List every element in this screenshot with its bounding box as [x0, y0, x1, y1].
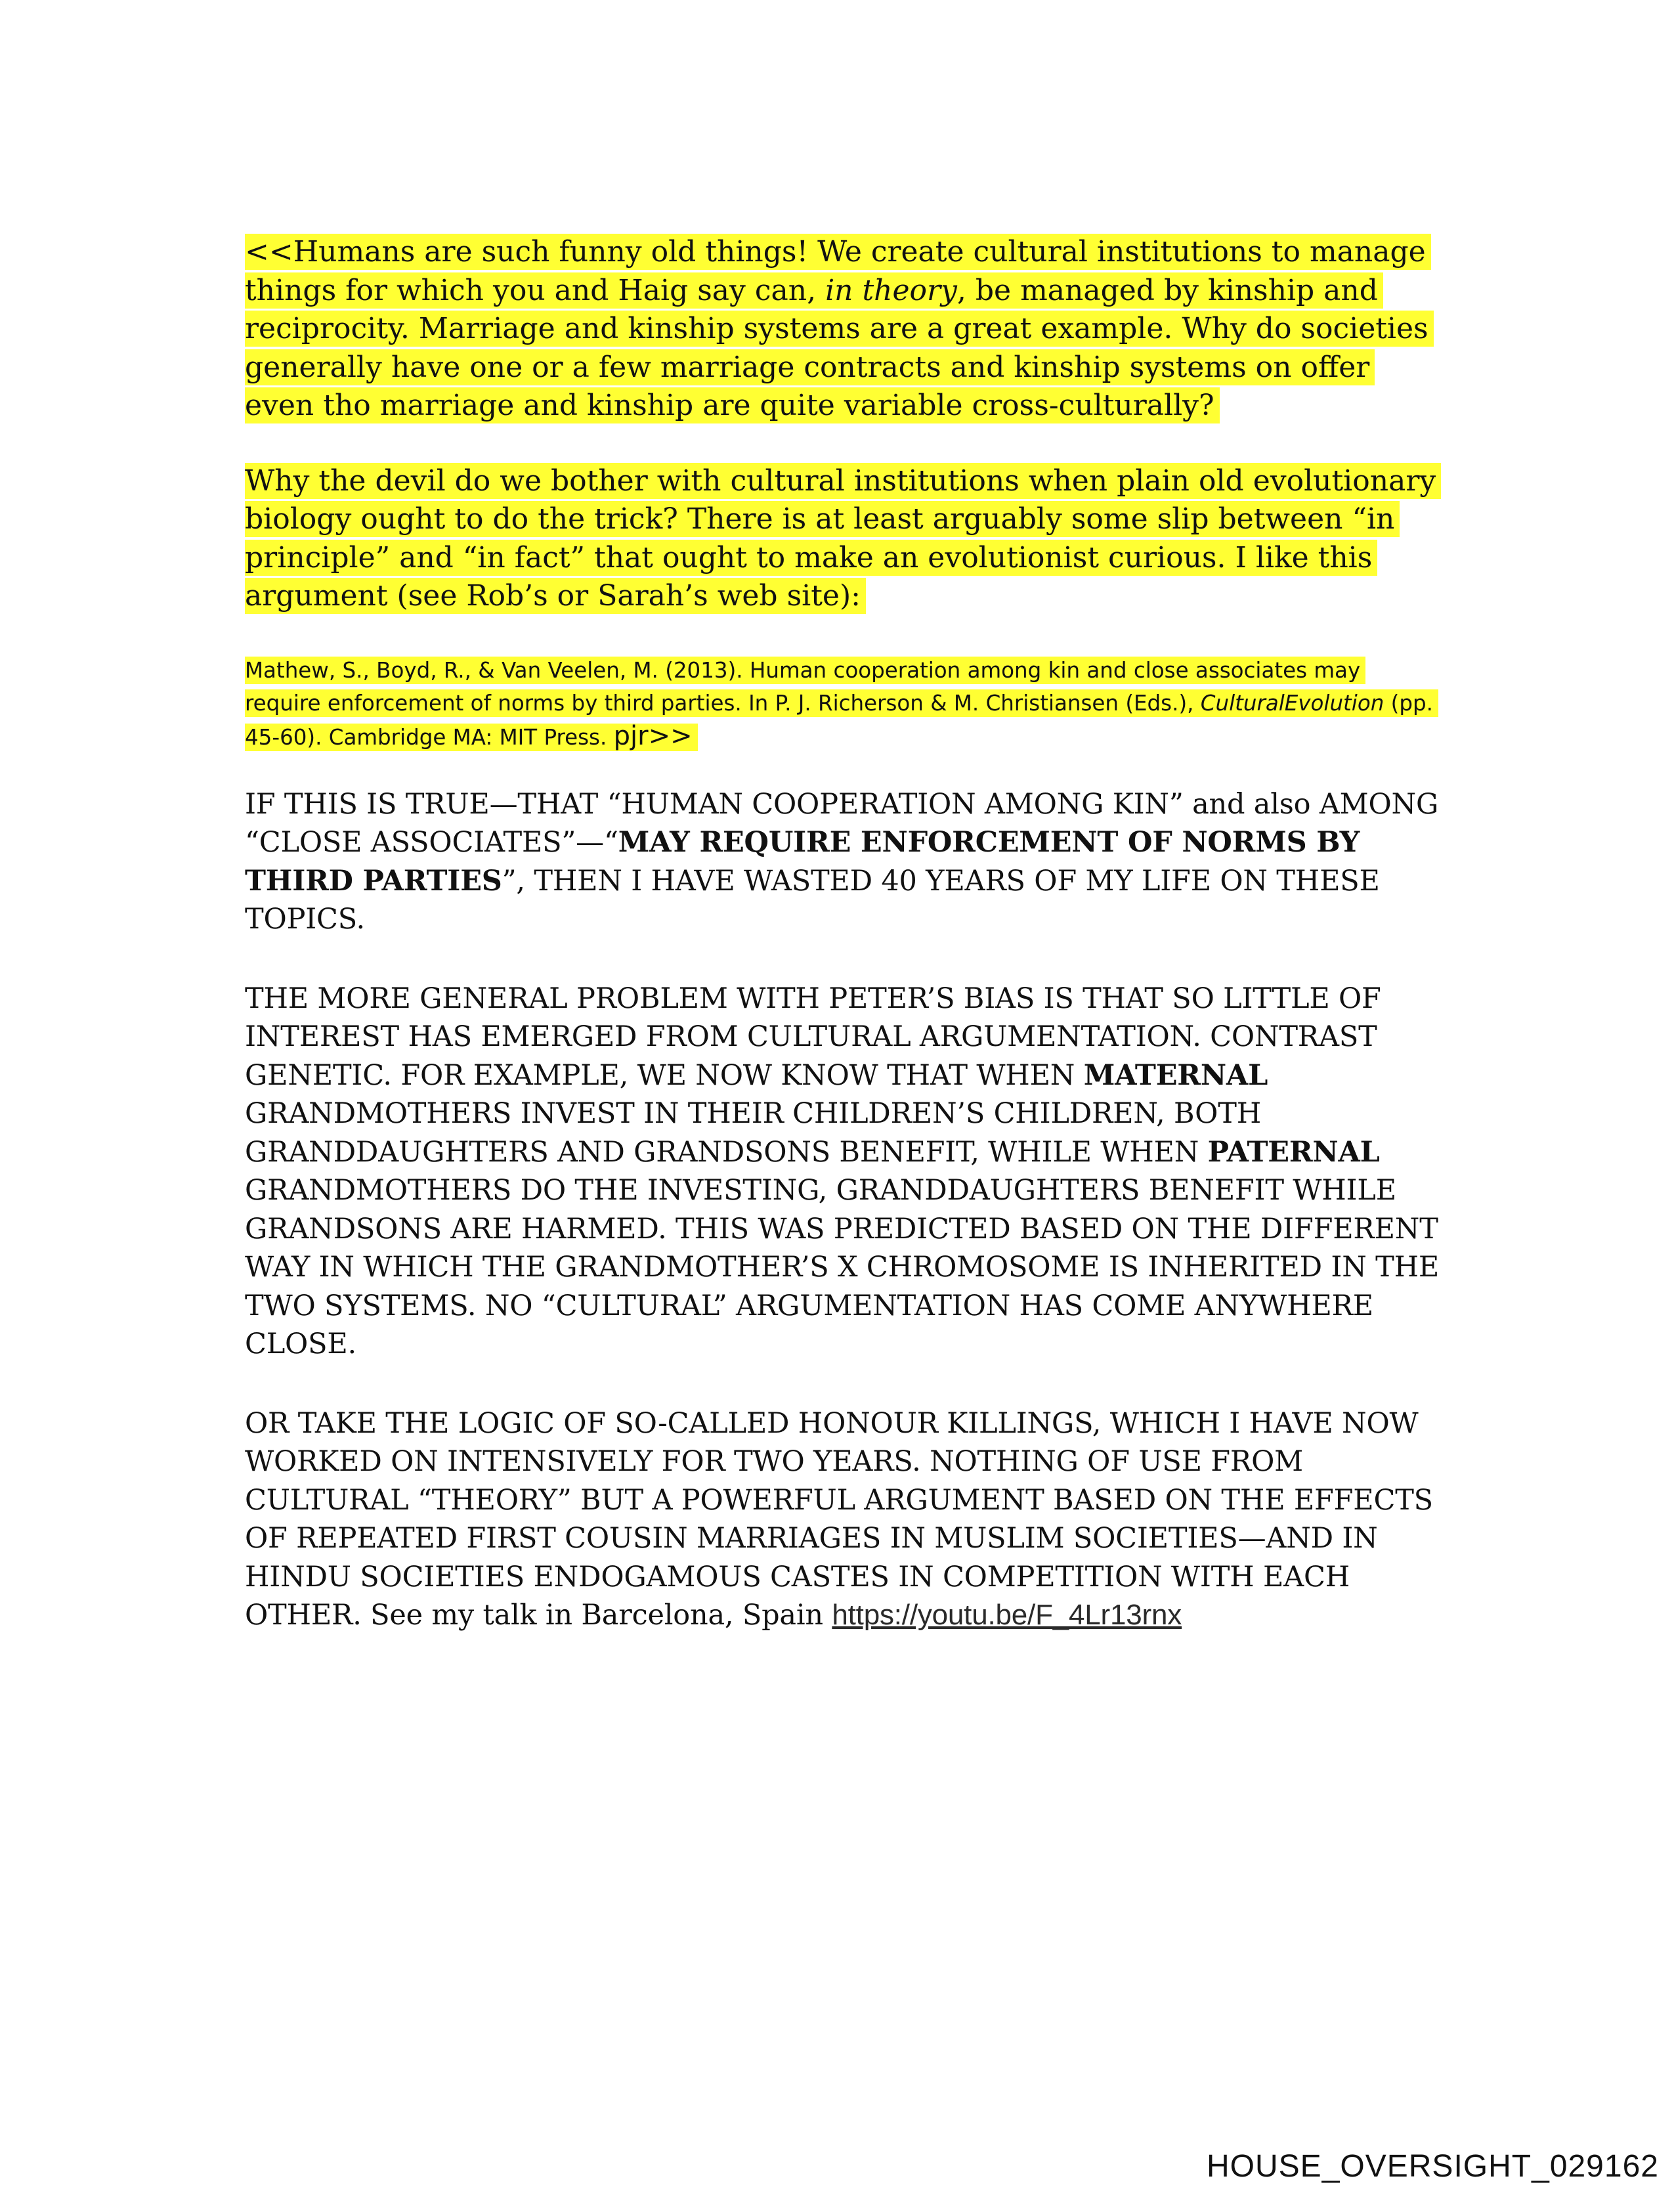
response-2-text-e: GRANDMOTHERS DO THE INVESTING, GRANDDAUGHTERS BENEFIT WHILE GRANDSONS ARE HARMED. THIS WAS PREDICTED BASED ON THE DIFFERENT WAY IN WHICH THE GRANDMOTHER’S X CHROMOSOME IS INHERITED IN THE TWO SYSTEMS. NO “CULTURAL” ARGUMENTATION HAS COME ANYWHERE CLOSE.: [245, 1174, 1440, 1360]
comment-italic-in-theory: in theory: [825, 273, 957, 307]
reference-citation: [245, 654, 1440, 754]
response-2-text-c: GRANDMOTHERS INVEST IN THEIR CHILDREN’S CHILDREN, BOTH GRANDDAUGHTERS AND GRANDSONS BENEFIT, WHILE WHEN: [245, 1097, 1261, 1169]
bates-number-footer: HOUSE_OVERSIGHT_029162: [1207, 2149, 1659, 2184]
reference-text-c: (pp. 45-60). Cambridge MA: MIT Press.: [245, 690, 1433, 750]
reference-book-title: CulturalEvolution: [1200, 690, 1384, 716]
response-2-bold-maternal: MATERNAL: [1083, 1058, 1268, 1092]
response-1-text-a: IF THIS IS TRUE—THAT “HUMAN COOPERATION AMONG KIN” and also AMONG “CLOSE ASSOCIATES”—“: [245, 787, 1439, 859]
response-paragraph-3: [245, 1404, 1440, 1635]
comment-text-1a: <<Humans are such funny old things! We create cultural institutions to manage things for which you and Haig say can,: [245, 235, 1426, 307]
reference-signature: pjr>>: [613, 720, 693, 751]
response-2-bold-paternal: PATERNAL: [1207, 1135, 1380, 1169]
comment-text-1c: , be managed by kinship and reciprocity. Marriage and kinship systems are a great example. Why do societies generally have one or a few marriage contracts and kinship systems on offer even tho marriage and kinship are quite variable cross-culturally?: [245, 273, 1428, 422]
response-2-text-a: THE MORE GENERAL PROBLEM WITH PETER’S BIAS IS THAT SO LITTLE OF INTEREST HAS EMERGED FROM CULTURAL ARGUMENTATION. CONTRAST GENETIC. FOR EXAMPLE, WE NOW KNOW THAT WHEN: [245, 982, 1381, 1092]
response-3-text-a: OR TAKE THE LOGIC OF SO-CALLED HONOUR KILLINGS, WHICH I HAVE NOW WORKED ON INTENSIVELY FOR TWO YEARS. NOTHING OF USE FROM CULTURAL “THEORY” BUT A POWERFUL ARGUMENT BASED ON THE EFFECTS OF REPEATED FIRST COUSIN MARRIAGES IN MUSLIM SOCIETIES—AND IN HINDU SOCIETIES ENDOGAMOUS CASTES IN COMPETITION WITH EACH OTHER. See my talk in Barcelona, Spain: [245, 1406, 1433, 1632]
response-paragraph-2: [245, 980, 1440, 1364]
highlighted-comment-paragraph-2: [245, 462, 1440, 616]
highlighted-comment-paragraph-1: [245, 233, 1440, 425]
response-1-bold-quote: MAY REQUIRE ENFORCEMENT OF NORMS BY THIRD PARTIES: [245, 826, 1360, 898]
response-1-text-c: ”, THEN I HAVE WASTED 40 YEARS OF MY LIFE ON THESE TOPICS.: [245, 864, 1380, 936]
response-paragraph-1: [245, 785, 1440, 939]
reference-highlight: [245, 657, 1438, 751]
comment-highlight-2: Why the devil do we bother with cultural institutions when plain old evolutionary biology ought to do the trick? There is at least arguably some slip between “in principle” and “in fact” that ought to make an evolutionist curious. I like this argument (see Rob’s or Sarah’s web site):: [245, 463, 1441, 615]
comment-highlight-1: [245, 234, 1434, 423]
youtube-talk-link[interactable]: https://youtu.be/F_4Lr13rnx: [832, 1599, 1182, 1631]
reference-text-a: Mathew, S., Boyd, R., & Van Veelen, M. (2013). Human cooperation among kin and close associates may require enforcement of norms by third parties. In P. J. Richerson & M. Christiansen (Eds.),: [245, 657, 1361, 716]
document-body: [245, 233, 1440, 1635]
